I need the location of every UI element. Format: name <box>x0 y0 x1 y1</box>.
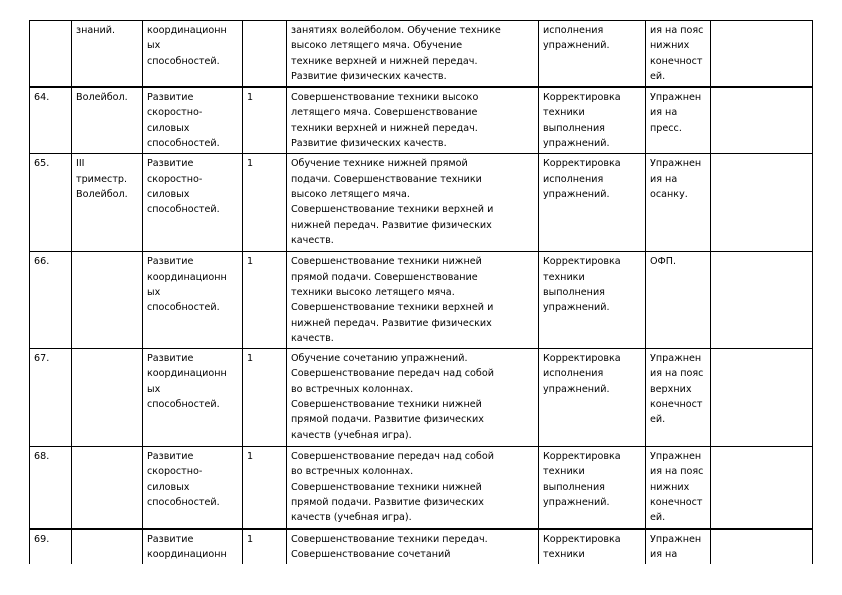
lesson-number-cell: 68. <box>30 447 72 529</box>
goal-cell: Развитие скоростно- силовых способностей. <box>143 87 243 154</box>
lesson-number-cell: 65. <box>30 154 72 252</box>
goal-cell: Развитие скоростно- силовых способностей. <box>143 447 243 529</box>
notes-cell <box>711 529 813 565</box>
lesson-number-cell <box>30 21 72 88</box>
lesson-content-cell: занятиях волейболом. Обучение технике высоко летящего мяча. Обучение технике верхней и нижней передач. Развитие физических качеств. <box>287 21 539 88</box>
lesson-content-cell: Совершенствование техники высоко летящего мяча. Совершенствование техники верхней и нижней передач. Развитие физических качеств. <box>287 87 539 154</box>
table-row <box>30 349 813 447</box>
correction-cell: Корректировка техники <box>539 529 646 565</box>
correction-cell: Корректировка техники выполнения упражнений. <box>539 252 646 349</box>
correction-cell: Корректировка исполнения упражнений. <box>539 349 646 447</box>
lesson-content-cell: Совершенствование техники нижней прямой подачи. Совершенствование техники высоко летящего мяча. Совершенствование техники верхней и нижней передач. Развитие физических качеств. <box>287 252 539 349</box>
lesson-number-cell: 66. <box>30 252 72 349</box>
goal-cell: координационн ых способностей. <box>143 21 243 88</box>
goal-cell: Развитие координационн ых способностей. <box>143 349 243 447</box>
section-cell: знаний. <box>72 21 143 88</box>
section-cell <box>72 529 143 565</box>
table-row <box>30 252 813 349</box>
homework-cell: Упражнен ия на пояс нижних конечност ей. <box>646 447 711 529</box>
lesson-number-cell: 67. <box>30 349 72 447</box>
hours-cell: 1 <box>243 447 287 529</box>
lesson-content-cell: Обучение сочетанию упражнений. Совершенствование передач над собой во встречных колоннах. Совершенствование техники нижней прямой подачи. Развитие физических качеств (учебная игра). <box>287 349 539 447</box>
lesson-content-cell: Совершенствование техники передач. Совершенствование сочетаний <box>287 529 539 565</box>
notes-cell <box>711 21 813 88</box>
hours-cell: 1 <box>243 349 287 447</box>
notes-cell <box>711 349 813 447</box>
correction-cell: Корректировка исполнения упражнений. <box>539 154 646 252</box>
homework-cell: Упражнен ия на осанку. <box>646 154 711 252</box>
section-cell: III триместр. Волейбол. <box>72 154 143 252</box>
notes-cell <box>711 252 813 349</box>
notes-cell <box>711 154 813 252</box>
hours-cell: 1 <box>243 154 287 252</box>
section-cell <box>72 447 143 529</box>
correction-cell: Корректировка техники выполнения упражнений. <box>539 447 646 529</box>
hours-cell <box>243 21 287 88</box>
correction-cell: Корректировка техники выполнения упражнений. <box>539 87 646 154</box>
lesson-number-cell: 69. <box>30 529 72 565</box>
homework-cell: Упражнен ия на <box>646 529 711 565</box>
homework-cell: ОФП. <box>646 252 711 349</box>
notes-cell <box>711 87 813 154</box>
lesson-content-cell: Совершенствование передач над собой во встречных колоннах. Совершенствование техники нижней прямой подачи. Развитие физических качеств (учебная игра). <box>287 447 539 529</box>
table-row <box>30 529 813 565</box>
section-cell <box>72 252 143 349</box>
correction-cell: исполнения упражнений. <box>539 21 646 88</box>
table-row <box>30 447 813 529</box>
goal-cell: Развитие координационн <box>143 529 243 565</box>
homework-cell: Упражнен ия на пресс. <box>646 87 711 154</box>
hours-cell: 1 <box>243 252 287 349</box>
section-cell <box>72 349 143 447</box>
homework-cell: ия на пояс нижних конечност ей. <box>646 21 711 88</box>
table-row <box>30 21 813 88</box>
hours-cell: 1 <box>243 87 287 154</box>
hours-cell: 1 <box>243 529 287 565</box>
goal-cell: Развитие координационн ых способностей. <box>143 252 243 349</box>
homework-cell: Упражнен ия на пояс верхних конечност ей. <box>646 349 711 447</box>
table-row <box>30 154 813 252</box>
table-row <box>30 87 813 154</box>
lesson-plan-table <box>29 20 813 564</box>
notes-cell <box>711 447 813 529</box>
table-body <box>30 21 813 565</box>
goal-cell: Развитие скоростно- силовых способностей. <box>143 154 243 252</box>
lesson-number-cell: 64. <box>30 87 72 154</box>
section-cell: Волейбол. <box>72 87 143 154</box>
lesson-content-cell: Обучение технике нижней прямой подачи. Совершенствование техники высоко летящего мяча. Совершенствование техники верхней и нижней передач. Развитие физических качеств. <box>287 154 539 252</box>
